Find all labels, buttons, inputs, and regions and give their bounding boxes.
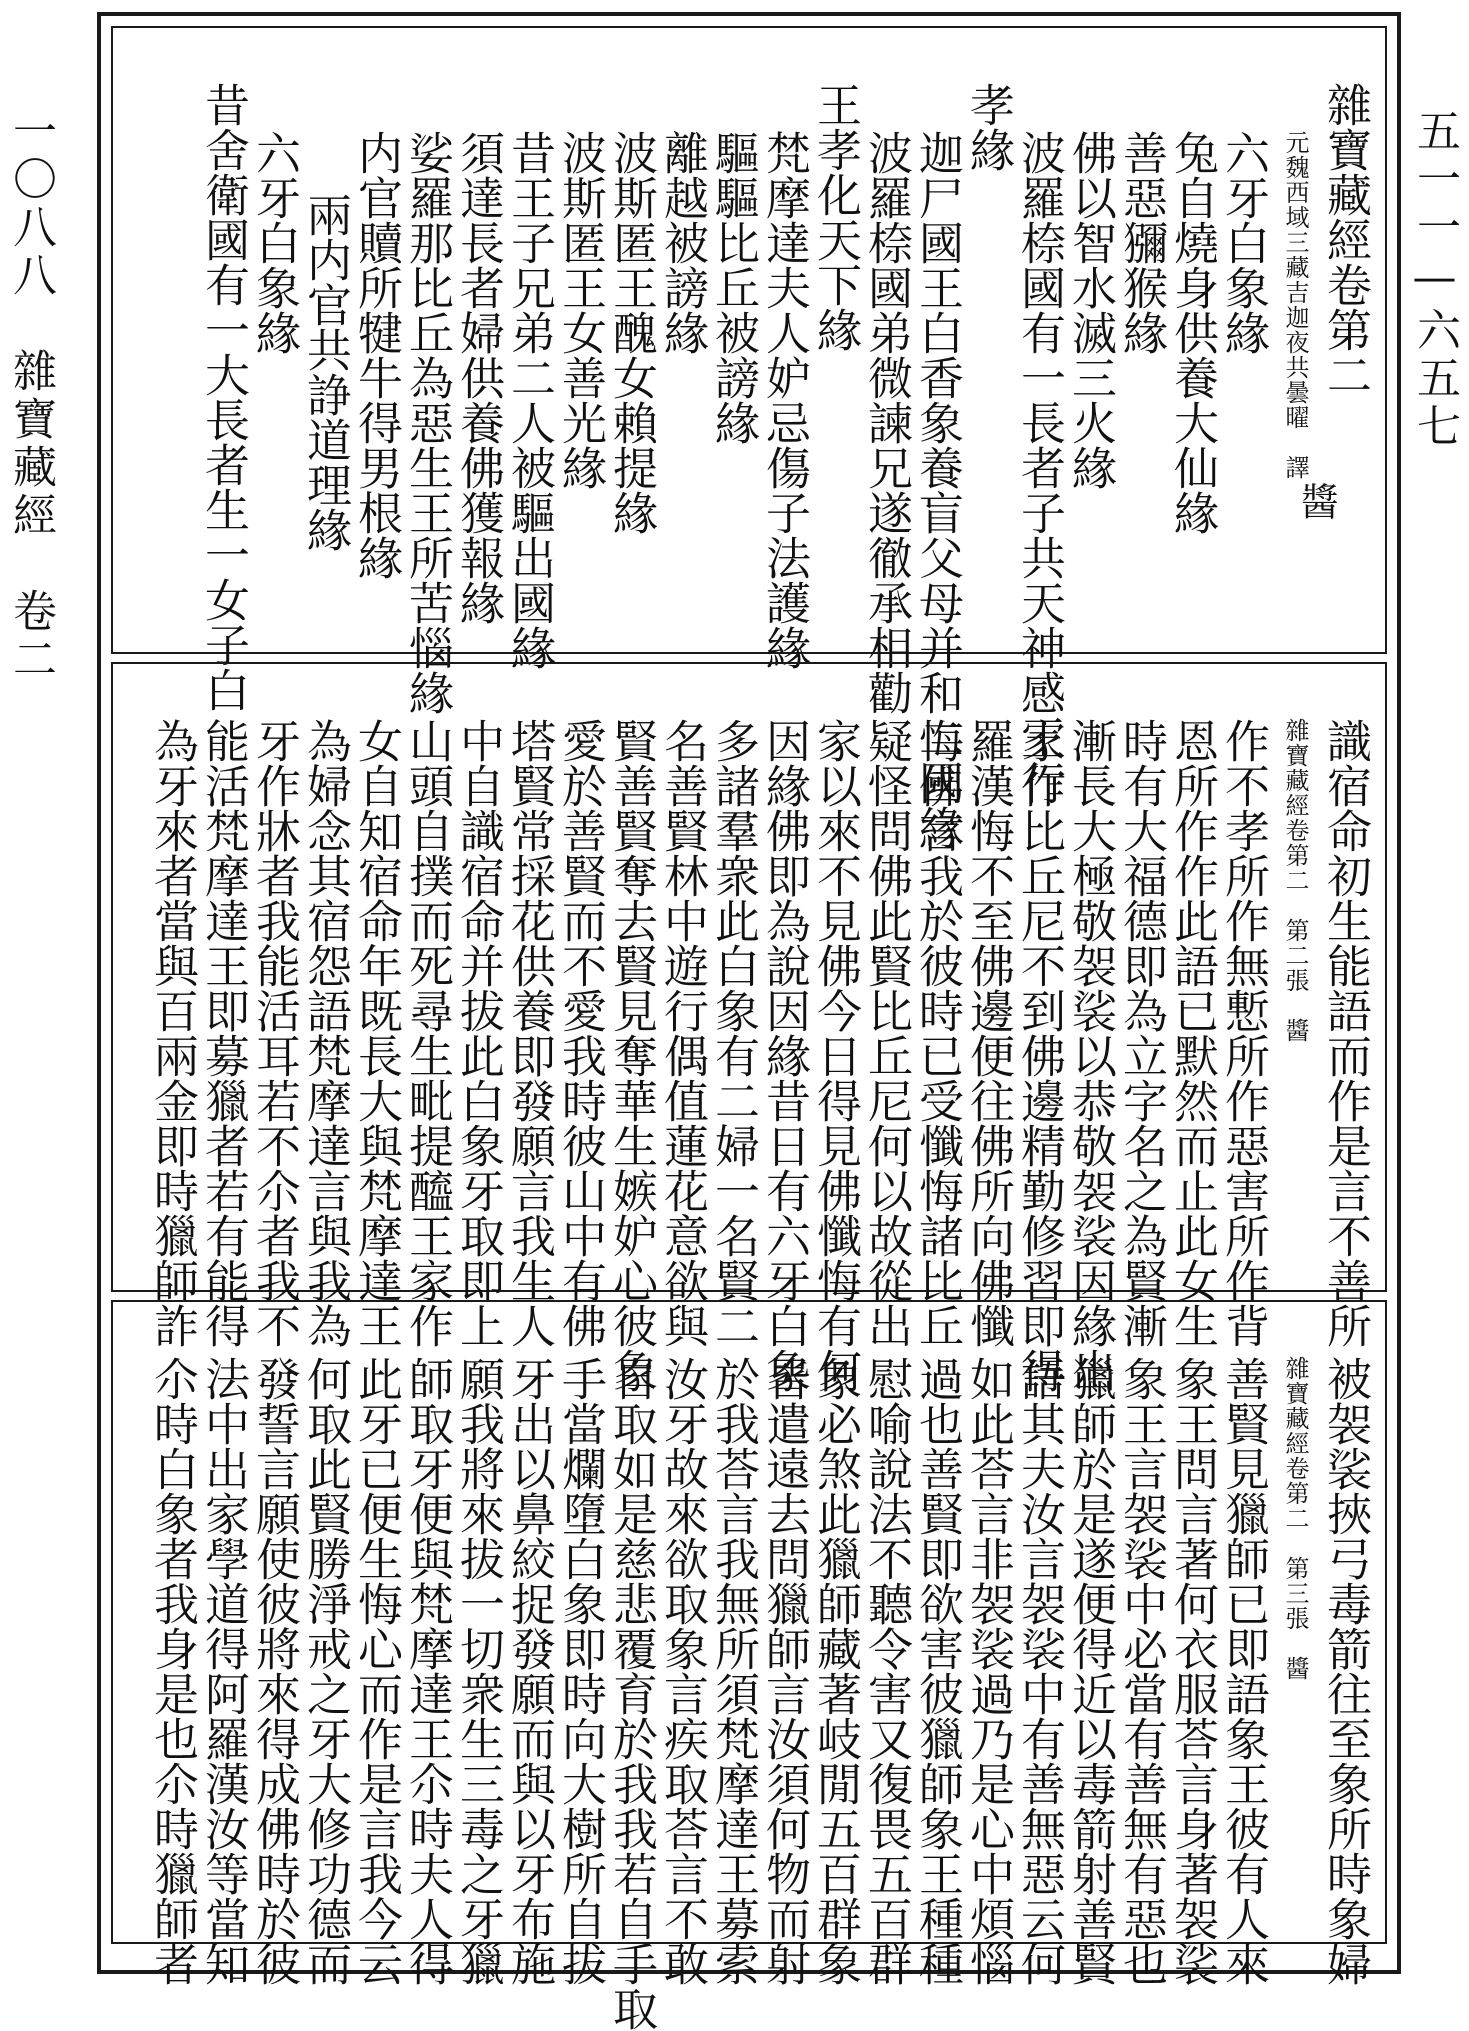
text-line: 能活梵摩達王即募獵者若有能得 (197, 718, 250, 1348)
text-line: 塔賢常採花供養即發願言我生人 (503, 718, 556, 1348)
text-line: 恩所作作此語已默然而止此女生 (1166, 718, 1219, 1348)
page-header: 雜寶藏經卷第二 第二張 醬 (1281, 718, 1309, 1043)
text-line: 過也善賢即欲害彼獵師象王種種 (911, 1356, 964, 1986)
text-line: 家作比丘尼不到佛邊精勤修習即得 (1013, 718, 1066, 1393)
toc-item: 驅驅比丘被謗緣 (707, 130, 760, 445)
text-line: 象王言袈裟中必當有善無有惡也 (1115, 1356, 1168, 1986)
text-line: 手當爛墮白象即時向大樹所自拔 (554, 1356, 607, 1986)
toc-item: 王孝化天下緣 (809, 82, 862, 352)
panel-3-columns (147, 1356, 1371, 2031)
text-line: 識宿命初生能語而作是言不善所 (1319, 718, 1372, 1348)
text-line: 悔佛言我於彼時已受懺悔諸比丘 (911, 718, 964, 1348)
text-line: 願我將來拔一切衆生三毒之牙獵 (452, 1356, 505, 1986)
text-line: 時有大福德即為立字名之為賢漸 (1115, 718, 1168, 1348)
text-line: 愛於善賢而不愛我時彼山中有佛 (554, 718, 607, 1348)
text-line: 何取此賢勝淨戒之牙大修功德而 (299, 1356, 352, 1986)
text-line: 山頭自撲而死尋生毗提醯王家作 (401, 718, 454, 1348)
toc-item: 迦尸國王白香象養盲父母并和二國緣 (911, 130, 964, 850)
panel-2-columns (147, 718, 1371, 1393)
toc-item: 兔自燒身供養大仙緣 (1166, 130, 1219, 535)
text-line: 慰喻說法不聽令害又復畏五百群 (860, 1356, 913, 1986)
toc-item: 須達長者婦供養佛獲報緣 (452, 130, 505, 625)
toc-item: 離越被謗緣 (656, 130, 709, 355)
toc-item: 波斯匿王醜女賴提緣 (605, 130, 658, 535)
text-line: 語其夫汝言袈裟中有善無惡云何 (1013, 1356, 1066, 1986)
text-line: 因緣佛即為說因緣昔日有六牙白象 (758, 718, 811, 1393)
toc-item: 昔王子兄弟二人被驅出國緣 (503, 130, 556, 670)
toc-item: 孝緣 (962, 82, 1015, 172)
text-line: 牙作牀者我能活耳若不尒者我不 (248, 718, 301, 1348)
text-line: 師取牙便與梵摩達王尒時夫人得 (401, 1356, 454, 1986)
toc-item: 波斯匿王女善光緣 (554, 130, 607, 490)
text-line: 名善賢林中遊行偶值蓮花意欲與 (656, 718, 709, 1348)
section-heading: 六牙白象緣 (248, 130, 301, 355)
text-line: 羅漢悔不至佛邊便往佛所向佛懺 (962, 718, 1015, 1348)
text-line: 皆遣遠去問獵師言汝須何物而射 (758, 1356, 811, 1986)
text-line: 善賢見獵師已即語象王彼有人來 (1217, 1356, 1270, 1986)
text-line: 此牙已便生悔心而作是言我今云 (350, 1356, 403, 1986)
page-header: 雜寶藏經卷第二 第三張 醬 (1281, 1356, 1309, 1681)
text-line: 賢善賢奪去賢見奪華生嫉妒心彼象 (605, 718, 658, 1393)
text-line: 牙出以鼻絞捉發願而與以牙布施 (503, 1356, 556, 1986)
toc-item: 内官贖所犍牛得男根緣 (350, 130, 403, 580)
panel-1 (111, 26, 1387, 850)
text-line: 尒時白象者我身是也尒時獵師者 (146, 1356, 199, 1986)
text-line: 被袈裟挾弓毒箭往至象所時象婦 (1319, 1356, 1372, 1986)
volume-mark: 醬 (1294, 482, 1338, 520)
left-margin-label: 一〇八八 雜寶藏經 卷二 (5, 108, 56, 684)
text-line: 獵師於是遂便得近以毒箭射善賢 (1064, 1356, 1117, 1986)
text-line: 汝牙故來欲取象言疾取荅言不敢 (656, 1356, 709, 1986)
toc-item: 善惡獼猴緣 (1115, 130, 1168, 355)
toc-item: 六牙白象緣 (1217, 130, 1270, 355)
text-line: 為婦念其宿怨語梵摩達言與我為 (299, 718, 352, 1348)
text-line: 家以來不見佛今日得見佛懺悔有何 (809, 718, 862, 1393)
toc-item: 兩内官共諍道理緣 (299, 192, 352, 552)
panel-2 (111, 662, 1387, 1393)
text-line: 女自知宿命年既長大與梵摩達王 (350, 718, 403, 1348)
panel-3 (111, 1300, 1387, 2031)
text-line: 作不孝所作無慙所作惡害所作背 (1217, 718, 1270, 1348)
text-line: 為牙來者當與百兩金即時獵師詐 (146, 718, 199, 1348)
toc-item: 波羅㮈國有一長者子共天神感王行 (1013, 130, 1066, 805)
text-line: 象王問言著何衣服荅言身著袈裟 (1166, 1356, 1219, 1986)
page-frame (97, 12, 1401, 2031)
text-line: 昔舍衛國有一大長者生一女子白 (197, 82, 250, 712)
text-line: 如此荅言非袈裟過乃是心中煩惱 (962, 1356, 1015, 1986)
text-line: 疑怪問佛此賢比丘尼何以故從出 (860, 718, 913, 1348)
text-line: 於我荅言我無所須梵摩達王募索 (707, 1356, 760, 1986)
text-line: 法中出家學道得阿羅漢汝等當知 (197, 1356, 250, 1986)
translator-line: 元魏西域三藏吉迦夜共曇曜 譯 (1281, 130, 1309, 480)
toc-item: 娑羅那比丘為惡生王所苦惱緣 (401, 130, 454, 715)
toc-item: 波羅㮈國弟微諫兄遂徹承相勸 (860, 130, 913, 715)
right-margin-label: 五一一—六五七 (1409, 108, 1460, 451)
text-line: 象必煞此獵師藏著岐閒五百群象 (809, 1356, 862, 1986)
toc-item: 梵摩達夫人妒忌傷子法護緣 (758, 130, 811, 670)
text-line: 漸長大極敬袈裟以恭敬袈裟因緣出 (1064, 718, 1117, 1393)
text-line: 發誓言願使彼將來得成佛時於彼 (248, 1356, 301, 1986)
text-line: 自取如是慈悲覆育於我我若自手取 (605, 1356, 658, 2031)
sutra-title: 雜寶藏經卷第二 (1319, 82, 1372, 397)
text-line: 中自識宿命并拔此白象牙取即上 (452, 718, 505, 1348)
toc-item: 佛以智水滅三火緣 (1064, 130, 1117, 490)
text-line: 多諸羣衆此白象有二婦一名賢二 (707, 718, 760, 1348)
